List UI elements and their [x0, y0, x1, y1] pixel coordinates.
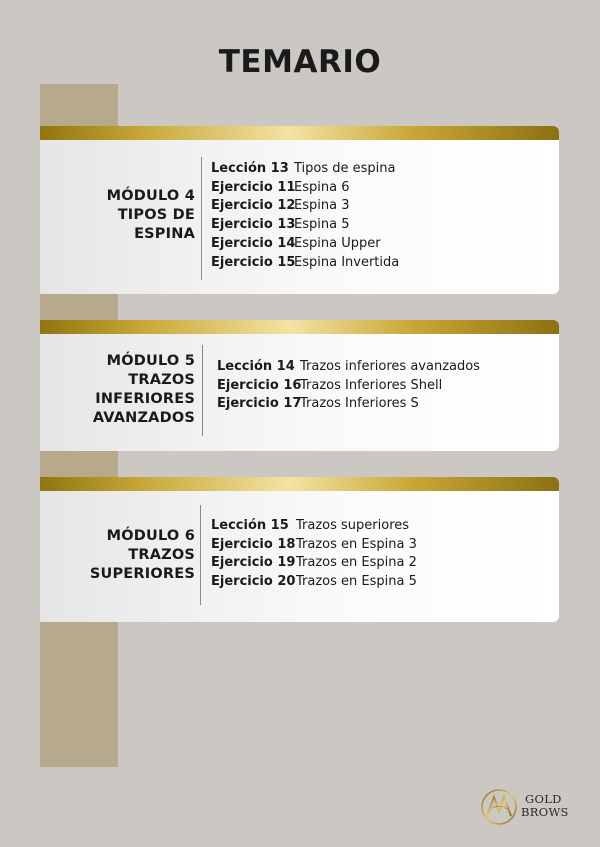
item-code: Lección 14: [217, 359, 295, 374]
gold-brows-logo: [478, 785, 578, 829]
item-description: Espina Upper: [294, 235, 381, 251]
list-item: [217, 395, 480, 414]
module-title-line: TIPOS DE: [117, 207, 195, 223]
logo-text-line: GOLD: [525, 792, 562, 806]
list-item: [211, 573, 417, 592]
lesson-list: [211, 160, 399, 272]
list-item: [217, 377, 480, 396]
logo-text-line: BROWS: [521, 805, 569, 819]
module-title-line: AVANZADOS: [92, 410, 195, 426]
module-title-line: ESPINA: [134, 226, 195, 242]
item-code: Ejercicio 11: [211, 179, 296, 195]
module-title-line: INFERIORES: [95, 391, 195, 407]
module-card-body: [40, 140, 559, 294]
list-item: [211, 197, 399, 216]
module-title-line: TRAZOS: [128, 547, 195, 563]
item-code: Lección 15: [211, 518, 289, 533]
item-description: Trazos superiores: [296, 518, 410, 533]
lesson-list: [211, 517, 417, 592]
module-title-line: MÓDULO 5: [106, 353, 195, 369]
item-code: Ejercicio 15: [211, 254, 296, 270]
list-item: [211, 160, 399, 179]
item-description: Espina 6: [294, 179, 350, 195]
gold-band: [40, 126, 559, 140]
logo-emblem-icon: [478, 785, 520, 829]
list-item: [211, 554, 417, 573]
module-card-body: [40, 334, 559, 451]
item-description: Espina 3: [294, 198, 350, 214]
module-title-line: TRAZOS: [128, 372, 195, 388]
item-code: Ejercicio 12: [211, 198, 296, 214]
item-description: Trazos Inferiores Shell: [300, 377, 443, 393]
item-code: Ejercicio 17: [217, 396, 302, 412]
vertical-divider: [201, 157, 202, 280]
item-description: Espina Invertida: [294, 254, 400, 270]
item-code: Ejercicio 19: [211, 555, 296, 571]
item-code: Ejercicio 14: [211, 235, 296, 251]
module-title-line: MÓDULO 4: [106, 188, 195, 204]
item-code: Ejercicio 16: [217, 377, 302, 393]
item-code: Lección 13: [211, 161, 289, 176]
module-title: [93, 352, 195, 428]
item-description: Trazos inferiores avanzados: [300, 359, 480, 374]
page-title: TEMARIO: [218, 44, 382, 80]
item-description: Trazos en Espina 3: [296, 536, 417, 552]
item-description: Trazos en Espina 5: [296, 574, 417, 590]
module-title-line: SUPERIORES: [89, 566, 195, 582]
item-code: Ejercicio 20: [211, 574, 296, 590]
module-card-body: [40, 491, 559, 622]
item-description: Tipos de espina: [294, 161, 396, 176]
vertical-divider: [202, 345, 203, 436]
gold-band: [40, 477, 559, 491]
list-item: [211, 235, 399, 254]
item-code: Ejercicio 13: [211, 217, 296, 233]
list-item: [211, 179, 399, 198]
vertical-divider: [200, 505, 201, 605]
module-title: [107, 187, 195, 244]
gold-band: [40, 320, 559, 334]
lesson-list: [217, 358, 480, 414]
list-item: [217, 358, 480, 377]
logo-wordmark: [521, 793, 569, 819]
item-description: Trazos Inferiores S: [300, 396, 419, 412]
item-description: Espina 5: [294, 217, 350, 233]
module-title-line: MÓDULO 6: [106, 528, 195, 544]
list-item: [211, 517, 417, 536]
item-description: Trazos en Espina 2: [296, 555, 417, 571]
module-title: [90, 527, 195, 584]
list-item: [211, 254, 399, 273]
item-code: Ejercicio 18: [211, 536, 296, 552]
list-item: [211, 536, 417, 555]
list-item: [211, 216, 399, 235]
